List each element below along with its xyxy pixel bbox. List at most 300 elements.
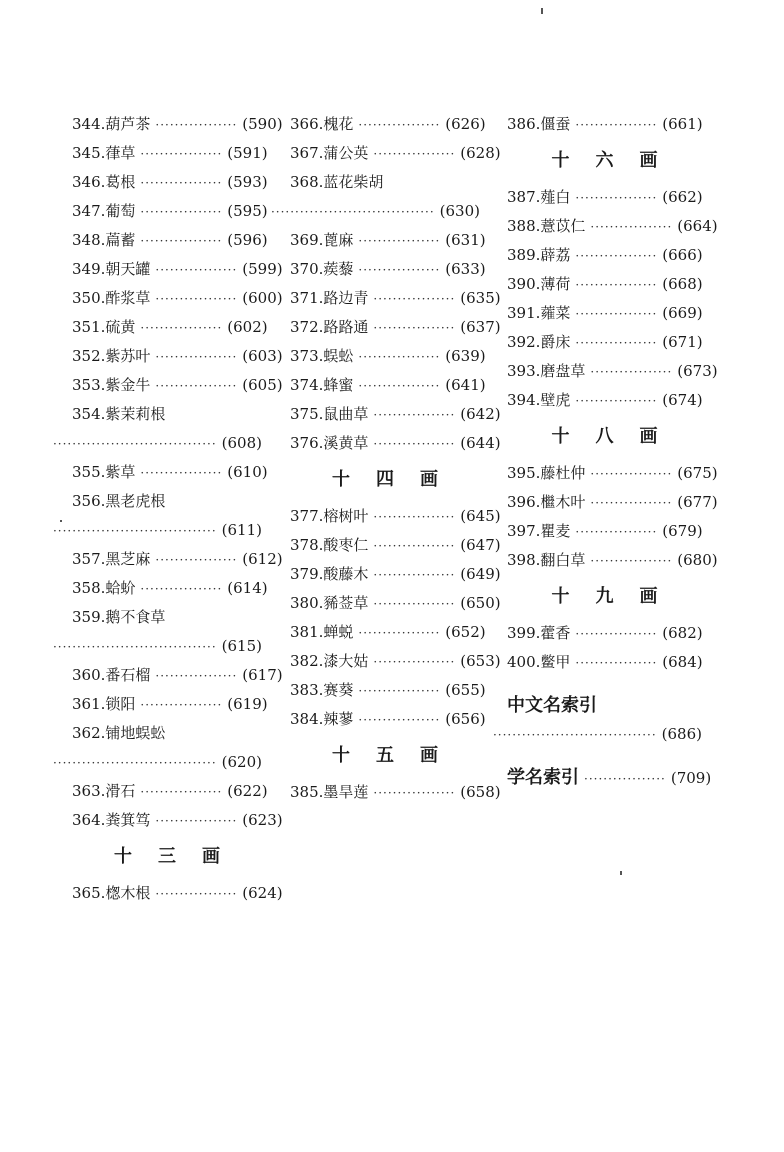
entry-name: 番石榴 [105, 666, 151, 684]
entry-number: 388. [507, 217, 541, 235]
entry-number: 346. [72, 173, 106, 191]
leader-dots: ················· [140, 582, 223, 596]
page-number: (669) [662, 304, 703, 322]
page-number: (662) [662, 188, 703, 206]
entry-name: 僵蚕 [540, 115, 571, 133]
index-entry [290, 531, 501, 560]
entry-number: 387. [507, 188, 541, 206]
index-entry [72, 806, 283, 835]
entry-name: 朝天罐 [105, 260, 151, 278]
page-number: (641) [445, 376, 486, 394]
index-entry [72, 110, 283, 139]
entry-number: 344. [72, 115, 106, 133]
entry-name: 榕树叶 [323, 507, 369, 525]
page-number: (680) [677, 551, 718, 569]
leader-dots: ················· [575, 307, 658, 321]
page-number: (668) [662, 275, 703, 293]
stroke-count-heading: 十四画 [332, 469, 464, 490]
index-entry [290, 676, 486, 705]
index-entry [72, 879, 283, 908]
leader-dots: ················· [373, 597, 456, 611]
leader-dots: ················· [590, 496, 673, 510]
entry-number: 391. [507, 304, 541, 322]
entry-name: 硫黄 [105, 318, 136, 336]
page-number: (595) [227, 202, 268, 220]
page-number: (709) [670, 769, 712, 787]
leader-dots: ·································· [270, 205, 435, 219]
index-entry [290, 705, 486, 734]
leader-dots: ················· [140, 176, 223, 190]
entry-number: 377. [290, 507, 324, 525]
entry-number: 383. [290, 681, 324, 699]
page-number: (628) [460, 144, 501, 162]
leader-dots: ················· [155, 553, 238, 567]
index-entry [290, 313, 501, 342]
leader-dots: ················· [140, 466, 223, 480]
page-number: (600) [242, 289, 283, 307]
leader-dots: ················· [140, 785, 223, 799]
entry-number: 351. [72, 318, 106, 336]
index-entry [507, 183, 702, 212]
entry-number: 353. [72, 376, 106, 394]
entry-name: 葫芦茶 [105, 115, 151, 133]
page-number: (614) [227, 579, 268, 597]
entry-continuation [52, 748, 262, 777]
entry-number: 385. [290, 783, 324, 801]
index-entry [507, 546, 718, 575]
leader-dots: ················· [358, 626, 441, 640]
leader-dots: ················· [358, 684, 441, 698]
entry-name: 鳖甲 [540, 653, 571, 671]
page-number: (653) [460, 652, 501, 670]
leader-dots: ·································· [52, 756, 217, 770]
leader-dots: ················· [373, 321, 456, 335]
leader-dots: ················· [358, 713, 441, 727]
entry-number: 389. [507, 246, 541, 264]
leader-dots: ················· [373, 568, 456, 582]
entry-number: 394. [507, 391, 541, 409]
entry-number: 384. [290, 710, 324, 728]
leader-dots: ················· [373, 655, 456, 669]
page-number: (664) [677, 217, 718, 235]
entry-number: 386. [507, 115, 541, 133]
leader-dots: ················· [590, 554, 673, 568]
leader-dots: ················· [140, 205, 223, 219]
entry-continuation [270, 197, 480, 226]
entry-name: 萹蓄 [105, 231, 136, 249]
index-entry [290, 371, 486, 400]
index-entry [290, 560, 501, 589]
index-entry [290, 168, 480, 197]
page-number: (620) [221, 753, 262, 771]
leader-dots: ················· [358, 350, 441, 364]
entry-name: 溪黄草 [323, 434, 369, 452]
page-number: (673) [677, 362, 718, 380]
page-number: (633) [445, 260, 486, 278]
entry-number: 379. [290, 565, 324, 583]
page-number: (661) [662, 115, 703, 133]
index-entry [72, 284, 283, 313]
entry-number: 371. [290, 289, 324, 307]
entry-name: 葛根 [105, 173, 136, 191]
index-entry [72, 487, 262, 516]
page-number: (686) [661, 725, 702, 743]
page-number: (658) [460, 783, 501, 801]
entry-name: 蒲公英 [323, 144, 369, 162]
page-number: (671) [662, 333, 703, 351]
entry-name: 蒺藜 [323, 260, 354, 278]
index-column-2 [270, 110, 501, 807]
page-number: (612) [242, 550, 283, 568]
index-entry [72, 458, 268, 487]
scan-mark [541, 8, 543, 14]
index-entry [72, 313, 268, 342]
entry-number: 380. [290, 594, 324, 612]
leader-dots: ················· [155, 263, 238, 277]
index-entry [507, 488, 718, 517]
entry-name: 翻白草 [540, 551, 586, 569]
entry-number: 367. [290, 144, 324, 162]
index-entry [290, 429, 501, 458]
page-number: (608) [221, 434, 262, 452]
page-number: (622) [227, 782, 268, 800]
index-entry [290, 255, 486, 284]
entry-number: 375. [290, 405, 324, 423]
index-entry [507, 691, 702, 720]
entry-name: 路路通 [323, 318, 369, 336]
entry-name: 鹅不食草 [105, 608, 166, 626]
entry-number: 399. [507, 624, 541, 642]
index-entry [290, 342, 486, 371]
entry-number: 350. [72, 289, 106, 307]
entry-name: 藿香 [540, 624, 571, 642]
stroke-count-heading: 十八画 [551, 426, 684, 447]
index-entry [507, 648, 702, 677]
entry-name: 紫金牛 [105, 376, 151, 394]
index-entry [72, 255, 283, 284]
index-entry [72, 168, 268, 197]
page-number: (647) [460, 536, 501, 554]
entry-name: 紫茉莉根 [105, 405, 166, 423]
leader-dots: ················· [373, 292, 456, 306]
entry-number: 348. [72, 231, 106, 249]
leader-dots: ·································· [492, 728, 657, 742]
entry-name: 墨旱莲 [323, 783, 369, 801]
entry-name: 赛葵 [323, 681, 354, 699]
page-number: (590) [242, 115, 283, 133]
entry-name: 檵木叶 [540, 493, 586, 511]
entry-continuation [492, 720, 702, 749]
leader-dots: ················· [575, 525, 658, 539]
index-entry [507, 357, 718, 386]
page-number: (631) [445, 231, 486, 249]
entry-number: 370. [290, 260, 324, 278]
entry-number: 374. [290, 376, 324, 394]
scan-mark [60, 520, 62, 522]
index-entry [507, 110, 702, 139]
leader-dots: ················· [155, 292, 238, 306]
entry-name: 酸枣仁 [323, 536, 369, 554]
index-entry [72, 226, 268, 255]
page-number: (624) [242, 884, 283, 902]
entry-number: 358. [72, 579, 106, 597]
index-column-3 [492, 110, 718, 792]
entry-name: 锁阳 [105, 695, 136, 713]
leader-dots: ················· [373, 437, 456, 451]
entry-name: 路边青 [323, 289, 369, 307]
entry-name: 鼠曲草 [323, 405, 369, 423]
entry-name: 蕹菜 [540, 304, 571, 322]
entry-name: 学名索引 [507, 767, 579, 788]
page-number: (684) [662, 653, 703, 671]
leader-dots: ················· [373, 147, 456, 161]
page-number: (605) [242, 376, 283, 394]
page-number: (603) [242, 347, 283, 365]
leader-dots: ················· [575, 249, 658, 263]
entry-name: 瞿麦 [540, 522, 571, 540]
entry-name: 藤杜仲 [540, 464, 586, 482]
entry-name: 薄荷 [540, 275, 571, 293]
entry-number: 349. [72, 260, 106, 278]
entry-number: 378. [290, 536, 324, 554]
page-number: (630) [439, 202, 480, 220]
page-number: (649) [460, 565, 501, 583]
index-entry [72, 777, 268, 806]
leader-dots: ················· [373, 510, 456, 524]
entry-number: 365. [72, 884, 106, 902]
page-number: (645) [460, 507, 501, 525]
entry-number: 352. [72, 347, 106, 365]
page-number: (623) [242, 811, 283, 829]
entry-number: 354. [72, 405, 106, 423]
page-number: (617) [242, 666, 283, 684]
leader-dots: ················· [575, 627, 658, 641]
leader-dots: ·································· [52, 437, 217, 451]
index-entry [290, 502, 501, 531]
entry-number: 392. [507, 333, 541, 351]
leader-dots: ················· [590, 365, 673, 379]
entry-name: 蝉蜕 [323, 623, 354, 641]
stroke-count-heading: 十五画 [332, 745, 464, 766]
page-number: (615) [221, 637, 262, 655]
entry-name: 豨莶草 [323, 594, 369, 612]
page-number: (679) [662, 522, 703, 540]
entry-number: 397. [507, 522, 541, 540]
entry-number: 364. [72, 811, 106, 829]
page-number: (599) [242, 260, 283, 278]
entry-number: 381. [290, 623, 324, 641]
page-number: (610) [227, 463, 268, 481]
page-number: (677) [677, 493, 718, 511]
index-entry [507, 386, 702, 415]
page-number: (652) [445, 623, 486, 641]
index-entry [72, 342, 283, 371]
entry-name: 辣蓼 [323, 710, 354, 728]
entry-name: 酢浆草 [105, 289, 151, 307]
entry-number: 366. [290, 115, 324, 133]
leader-dots: ················· [155, 379, 238, 393]
index-entry [72, 139, 268, 168]
entry-number: 382. [290, 652, 324, 670]
entry-number: 398. [507, 551, 541, 569]
page-number: (639) [445, 347, 486, 365]
index-entry [72, 197, 268, 226]
entry-name: 葡萄 [105, 202, 136, 220]
leader-dots: ················· [575, 118, 658, 132]
leader-dots: ················· [140, 321, 223, 335]
page-number: (619) [227, 695, 268, 713]
entry-name: 滑石 [105, 782, 136, 800]
stroke-count-heading: 十六画 [551, 150, 684, 171]
leader-dots: ················· [155, 350, 238, 364]
leader-dots: ················· [590, 220, 673, 234]
index-entry [507, 328, 702, 357]
leader-dots: ················· [584, 772, 666, 786]
entry-continuation [52, 516, 262, 545]
index-entry [72, 545, 283, 574]
entry-name: 蜂蜜 [323, 376, 354, 394]
leader-dots: ················· [373, 539, 456, 553]
stroke-count-heading: 十三画 [114, 846, 246, 867]
index-entry [290, 589, 501, 618]
entry-name: 紫苏叶 [105, 347, 151, 365]
entry-name: 蓖麻 [323, 231, 354, 249]
entry-number: 369. [290, 231, 324, 249]
index-entry [290, 284, 501, 313]
page-number: (650) [460, 594, 501, 612]
index-entry [72, 719, 262, 748]
index-entry [507, 459, 718, 488]
leader-dots: ················· [155, 814, 238, 828]
leader-dots: ················· [373, 786, 456, 800]
leader-dots: ················· [590, 467, 673, 481]
entry-continuation [52, 632, 262, 661]
entry-number: 395. [507, 464, 541, 482]
page-number: (596) [227, 231, 268, 249]
index-entry [290, 110, 486, 139]
entry-number: 359. [72, 608, 106, 626]
page-number: (674) [662, 391, 703, 409]
index-entry [72, 603, 262, 632]
entry-number: 360. [72, 666, 106, 684]
leader-dots: ················· [358, 234, 441, 248]
entry-number: 376. [290, 434, 324, 452]
entry-name: 铺地蜈蚣 [105, 724, 166, 742]
index-entry [507, 270, 702, 299]
leader-dots: ················· [575, 656, 658, 670]
leader-dots: ················· [575, 278, 658, 292]
index-entry [507, 763, 712, 792]
entry-name: 粪箕笃 [105, 811, 151, 829]
leader-dots: ·································· [52, 524, 217, 538]
entry-number: 363. [72, 782, 106, 800]
page-number: (635) [460, 289, 501, 307]
entry-number: 390. [507, 275, 541, 293]
index-entry [290, 647, 501, 676]
index-entry [72, 661, 283, 690]
index-spacer [507, 677, 702, 691]
entry-name: 爵床 [540, 333, 571, 351]
entry-name: 漆大姑 [323, 652, 369, 670]
entry-number: 400. [507, 653, 541, 671]
index-entry [72, 690, 268, 719]
page-number: (682) [662, 624, 703, 642]
entry-name: 磨盘草 [540, 362, 586, 380]
leader-dots: ················· [155, 669, 238, 683]
leader-dots: ················· [358, 379, 441, 393]
entry-name: 薜荔 [540, 246, 571, 264]
page-number: (666) [662, 246, 703, 264]
entry-number: 347. [72, 202, 106, 220]
leader-dots: ················· [140, 698, 223, 712]
page-number: (637) [460, 318, 501, 336]
stroke-count-heading: 十九画 [551, 586, 684, 607]
entry-number: 373. [290, 347, 324, 365]
page-number: (644) [460, 434, 501, 452]
page-number: (591) [227, 144, 268, 162]
leader-dots: ················· [358, 118, 441, 132]
entry-number: 356. [72, 492, 106, 510]
entry-name: 薤白 [540, 188, 571, 206]
leader-dots: ················· [155, 118, 238, 132]
leader-dots: ················· [575, 191, 658, 205]
index-entry [290, 618, 486, 647]
page-number: (593) [227, 173, 268, 191]
leader-dots: ················· [575, 336, 658, 350]
page-number: (675) [677, 464, 718, 482]
index-entry [507, 517, 702, 546]
leader-dots: ·································· [52, 640, 217, 654]
leader-dots: ················· [155, 887, 238, 901]
scan-mark [620, 871, 622, 875]
leader-dots: ················· [358, 263, 441, 277]
entry-number: 362. [72, 724, 106, 742]
index-column-1 [52, 110, 283, 908]
index-entry [290, 400, 501, 429]
index-spacer [507, 749, 702, 763]
entry-number: 355. [72, 463, 106, 481]
index-entry [72, 400, 262, 429]
leader-dots: ················· [575, 394, 658, 408]
leader-dots: ················· [373, 408, 456, 422]
entry-number: 393. [507, 362, 541, 380]
index-entry [507, 241, 702, 270]
entry-continuation [52, 429, 262, 458]
page-number: (602) [227, 318, 268, 336]
entry-number: 361. [72, 695, 106, 713]
index-entry [507, 212, 718, 241]
page-number: (655) [445, 681, 486, 699]
index-entry [72, 371, 283, 400]
entry-number: 368. [290, 173, 324, 191]
entry-name: 蓝花柴胡 [323, 173, 384, 191]
entry-name: 壁虎 [540, 391, 571, 409]
entry-name: 蛤蚧 [105, 579, 136, 597]
page-number: (626) [445, 115, 486, 133]
entry-name: 楤木根 [105, 884, 151, 902]
entry-name: 薏苡仁 [540, 217, 586, 235]
leader-dots: ················· [140, 234, 223, 248]
page-number: (611) [221, 521, 262, 539]
index-entry [72, 574, 268, 603]
entry-name: 蜈蚣 [323, 347, 354, 365]
entry-number: 372. [290, 318, 324, 336]
entry-name: 酸藤木 [323, 565, 369, 583]
entry-number: 396. [507, 493, 541, 511]
entry-name: 紫草 [105, 463, 136, 481]
page-number: (642) [460, 405, 501, 423]
leader-dots: ················· [140, 147, 223, 161]
